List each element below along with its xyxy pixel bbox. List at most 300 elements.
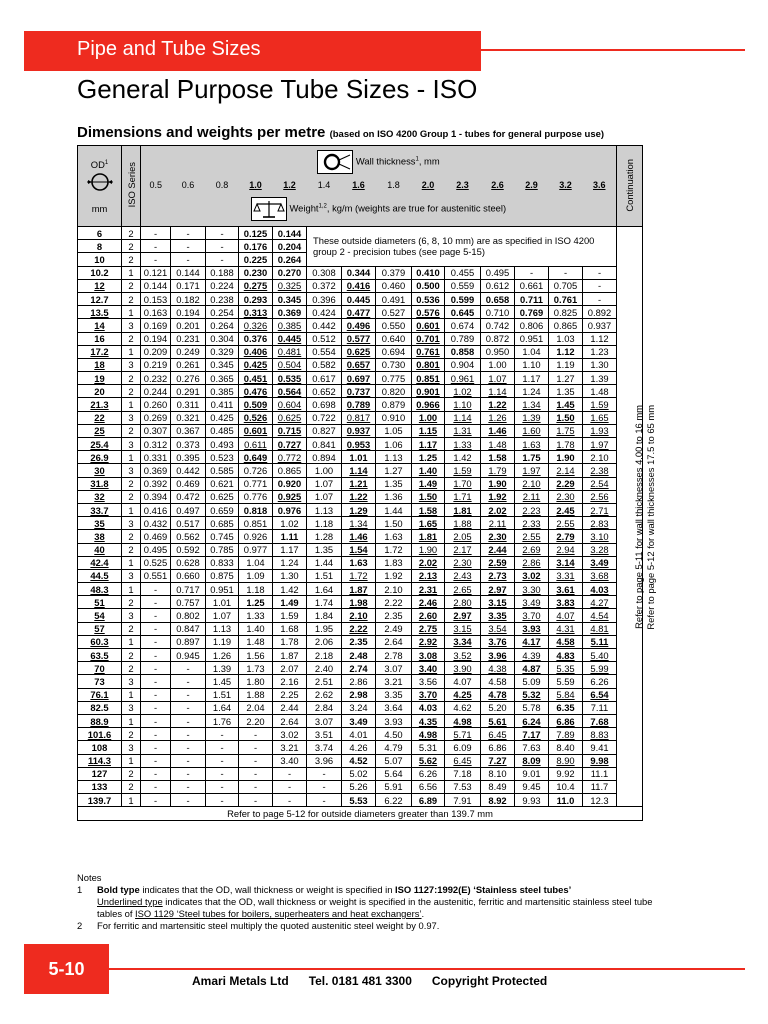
series-cell: 3 bbox=[122, 517, 141, 530]
value-cell: 3.21 bbox=[273, 741, 307, 754]
value-cell: 0.621 bbox=[206, 477, 239, 490]
value-cell: 0.481 bbox=[273, 345, 307, 358]
value-cell: 0.276 bbox=[171, 372, 206, 385]
value-cell: 0.517 bbox=[171, 517, 206, 530]
value-cell: 1.44 bbox=[376, 503, 412, 516]
value-cell: 0.125 bbox=[239, 227, 273, 240]
value-cell: 2.54 bbox=[583, 477, 617, 490]
value-cell: 1.27 bbox=[376, 464, 412, 477]
value-cell: 5.53 bbox=[342, 794, 376, 807]
value-cell: 3.70 bbox=[412, 688, 445, 701]
value-cell: 1.76 bbox=[206, 714, 239, 727]
series-cell: 1 bbox=[122, 345, 141, 358]
od-sup: 1 bbox=[104, 160, 109, 167]
value-cell: 2.30 bbox=[481, 530, 515, 543]
note-1-end: . bbox=[421, 908, 425, 919]
value-cell: 1.22 bbox=[342, 490, 376, 503]
value-cell: - bbox=[206, 741, 239, 754]
series-cell: 1 bbox=[122, 688, 141, 701]
value-cell: 3.68 bbox=[583, 569, 617, 582]
value-cell: 0.976 bbox=[273, 503, 307, 516]
page-title: General Purpose Tube Sizes - ISO bbox=[77, 74, 478, 104]
series-cell: 1 bbox=[122, 503, 141, 516]
value-cell: 1.71 bbox=[445, 490, 481, 503]
od-cell: 12 bbox=[78, 279, 122, 292]
note-1-number: 1 bbox=[77, 884, 83, 895]
value-cell: - bbox=[206, 240, 239, 253]
value-cell: 1.51 bbox=[206, 688, 239, 701]
value-cell: 1.46 bbox=[481, 424, 515, 437]
value-cell: 2.92 bbox=[412, 635, 445, 648]
value-cell: 0.640 bbox=[376, 332, 412, 345]
series-cell: 3 bbox=[122, 319, 141, 332]
od-cell: 127 bbox=[78, 767, 122, 780]
value-cell: 4.87 bbox=[515, 662, 549, 675]
series-cell: 1 bbox=[122, 306, 141, 319]
value-cell: 1.13 bbox=[307, 503, 342, 516]
value-cell: - bbox=[141, 767, 171, 780]
value-cell: 0.230 bbox=[239, 266, 273, 279]
value-cell: 1.49 bbox=[412, 477, 445, 490]
value-cell: 3.28 bbox=[583, 543, 617, 556]
series-cell: 2 bbox=[122, 596, 141, 609]
value-cell: 1.48 bbox=[481, 438, 515, 451]
value-cell: 1.28 bbox=[307, 530, 342, 543]
table-row bbox=[78, 464, 643, 477]
value-cell: 4.07 bbox=[445, 675, 481, 688]
value-cell: 1.59 bbox=[583, 398, 617, 411]
od-label: OD bbox=[90, 159, 105, 171]
value-cell: 0.950 bbox=[481, 345, 515, 358]
value-cell: 1.92 bbox=[376, 569, 412, 582]
value-cell: 6.54 bbox=[583, 688, 617, 701]
thickness-header: 0.8 bbox=[215, 179, 229, 190]
value-cell: 0.722 bbox=[307, 411, 342, 424]
value-cell: 0.910 bbox=[376, 411, 412, 424]
value-cell: 5.62 bbox=[412, 754, 445, 767]
value-cell: 0.331 bbox=[141, 451, 171, 464]
value-cell: 3.51 bbox=[307, 728, 342, 741]
value-cell: 7.53 bbox=[445, 780, 481, 793]
sub-title-note: (based on ISO 4200 Group 1 - tubes for general purpose use) bbox=[329, 129, 605, 140]
value-cell: 1.35 bbox=[376, 477, 412, 490]
value-cell: 0.445 bbox=[342, 292, 376, 305]
value-cell: 2.73 bbox=[481, 569, 515, 582]
value-cell: 1.27 bbox=[549, 372, 583, 385]
value-cell: 0.772 bbox=[273, 451, 307, 464]
value-cell: 1.31 bbox=[445, 424, 481, 437]
value-cell: 1.36 bbox=[376, 490, 412, 503]
value-cell: 1.51 bbox=[307, 569, 342, 582]
value-cell: 0.851 bbox=[412, 372, 445, 385]
value-cell: 0.411 bbox=[206, 398, 239, 411]
value-cell: 0.345 bbox=[273, 292, 307, 305]
od-cell: 6 bbox=[78, 227, 122, 240]
value-cell: 2.80 bbox=[445, 596, 481, 609]
value-cell: - bbox=[141, 622, 171, 635]
weight-label: Weight bbox=[289, 202, 319, 214]
value-cell: 2.48 bbox=[342, 649, 376, 662]
thickness-header: 1.4 bbox=[317, 179, 331, 190]
value-cell: 0.344 bbox=[342, 266, 376, 279]
side-refer-1: Refer to page 5-11 for wall thicknesses 4.00 to 16 mm bbox=[633, 405, 644, 629]
value-cell: 1.04 bbox=[239, 556, 273, 569]
weight-sup: 1,2 bbox=[318, 203, 327, 210]
notes-section bbox=[77, 872, 667, 932]
note-1-bold2: ISO 1127:1992(E) ‘Stainless steel tubes’ bbox=[395, 884, 572, 895]
value-cell: 0.445 bbox=[273, 332, 307, 345]
value-cell: 7.27 bbox=[481, 754, 515, 767]
value-cell: 0.326 bbox=[239, 319, 273, 332]
value-cell: 1.26 bbox=[481, 411, 515, 424]
table-row bbox=[78, 306, 643, 319]
od-cell: 63.5 bbox=[78, 649, 122, 662]
value-cell: 1.60 bbox=[515, 424, 549, 437]
value-cell: 2.38 bbox=[583, 464, 617, 477]
value-cell: 1.45 bbox=[206, 675, 239, 688]
value-cell: 1.03 bbox=[549, 332, 583, 345]
value-cell: 6.26 bbox=[412, 767, 445, 780]
value-cell: 0.771 bbox=[239, 477, 273, 490]
value-cell: 0.817 bbox=[342, 411, 376, 424]
value-cell: 0.500 bbox=[412, 279, 445, 292]
value-cell: - bbox=[307, 794, 342, 807]
value-cell: 2.06 bbox=[307, 635, 342, 648]
table-row bbox=[78, 451, 643, 464]
value-cell: - bbox=[273, 767, 307, 780]
value-cell: 1.50 bbox=[376, 517, 412, 530]
od-cell: 101.6 bbox=[78, 728, 122, 741]
value-cell: 1.33 bbox=[239, 609, 273, 622]
value-cell: 0.592 bbox=[171, 543, 206, 556]
table-row bbox=[78, 701, 643, 714]
value-cell: 2.11 bbox=[481, 517, 515, 530]
thickness-header: 2.3 bbox=[456, 179, 469, 190]
value-cell: - bbox=[141, 714, 171, 727]
value-cell: - bbox=[141, 635, 171, 648]
value-cell: 1.25 bbox=[412, 451, 445, 464]
table-row bbox=[78, 622, 643, 635]
value-cell: 2.05 bbox=[445, 530, 481, 543]
table-row bbox=[78, 266, 643, 279]
value-cell: 0.977 bbox=[239, 543, 273, 556]
value-cell: 2.02 bbox=[412, 556, 445, 569]
value-cell: 2.69 bbox=[515, 543, 549, 556]
series-cell: 2 bbox=[122, 227, 141, 240]
value-cell: 2.29 bbox=[549, 477, 583, 490]
value-cell: 0.249 bbox=[171, 345, 206, 358]
value-cell: 2.74 bbox=[342, 662, 376, 675]
value-cell: 4.07 bbox=[549, 609, 583, 622]
value-cell: 1.97 bbox=[583, 438, 617, 451]
value-cell: 3.61 bbox=[549, 583, 583, 596]
value-cell: 1.45 bbox=[549, 398, 583, 411]
value-cell: 0.396 bbox=[307, 292, 342, 305]
value-cell: - bbox=[141, 780, 171, 793]
mm-label: mm bbox=[91, 202, 108, 214]
table-row bbox=[78, 530, 643, 543]
value-cell: 1.78 bbox=[549, 438, 583, 451]
series-cell: 1 bbox=[122, 794, 141, 807]
value-cell: 0.625 bbox=[342, 345, 376, 358]
value-cell: 0.745 bbox=[206, 530, 239, 543]
value-cell: 0.806 bbox=[515, 319, 549, 332]
value-cell: 0.789 bbox=[445, 332, 481, 345]
value-cell: 7.17 bbox=[515, 728, 549, 741]
od-cell: 20 bbox=[78, 385, 122, 398]
value-cell: 0.406 bbox=[239, 345, 273, 358]
series-label: ISO Series bbox=[125, 162, 137, 208]
note-1 bbox=[77, 884, 667, 920]
value-cell: 0.525 bbox=[141, 556, 171, 569]
wall-label: Wall thickness bbox=[355, 155, 416, 167]
thickness-header: 0.5 bbox=[149, 179, 162, 190]
value-cell: 0.264 bbox=[273, 253, 307, 266]
value-cell: 3.15 bbox=[445, 622, 481, 635]
value-cell: 0.121 bbox=[141, 266, 171, 279]
value-cell: - bbox=[206, 754, 239, 767]
value-cell: 5.11 bbox=[583, 635, 617, 648]
value-cell: 4.39 bbox=[515, 649, 549, 662]
od-cell: 10.2 bbox=[78, 266, 122, 279]
table-row bbox=[78, 780, 643, 793]
value-cell: 0.562 bbox=[171, 530, 206, 543]
value-cell: 8.83 bbox=[583, 728, 617, 741]
value-cell: 3.49 bbox=[342, 714, 376, 727]
value-cell: 4.52 bbox=[342, 754, 376, 767]
value-cell: 9.41 bbox=[583, 741, 617, 754]
tube-size-table bbox=[77, 145, 643, 821]
series-cell: 2 bbox=[122, 372, 141, 385]
value-cell: 0.802 bbox=[171, 609, 206, 622]
value-cell: 0.776 bbox=[239, 490, 273, 503]
value-cell: 7.91 bbox=[445, 794, 481, 807]
table-row bbox=[78, 583, 643, 596]
value-cell: 3.24 bbox=[342, 701, 376, 714]
value-cell: 1.93 bbox=[583, 424, 617, 437]
series-cell: 3 bbox=[122, 675, 141, 688]
value-cell: - bbox=[171, 701, 206, 714]
value-cell: 0.920 bbox=[273, 477, 307, 490]
series-cell: 2 bbox=[122, 728, 141, 741]
table-row bbox=[78, 688, 643, 701]
od-cell: 44.5 bbox=[78, 569, 122, 582]
value-cell: 1.33 bbox=[445, 438, 481, 451]
table-row bbox=[78, 649, 643, 662]
series-cell: 2 bbox=[122, 767, 141, 780]
value-cell: 1.18 bbox=[239, 583, 273, 596]
series-header-cell bbox=[122, 146, 141, 227]
value-cell: 9.92 bbox=[549, 767, 583, 780]
od-cell: 51 bbox=[78, 596, 122, 609]
value-cell: 0.604 bbox=[273, 398, 307, 411]
value-cell: 2.04 bbox=[239, 701, 273, 714]
value-cell: 3.49 bbox=[515, 596, 549, 609]
value-cell: 1.87 bbox=[342, 583, 376, 596]
value-cell: 0.785 bbox=[206, 543, 239, 556]
value-cell: 4.98 bbox=[445, 714, 481, 727]
series-cell: 2 bbox=[122, 543, 141, 556]
value-cell: 1.10 bbox=[515, 358, 549, 371]
value-cell: 2.25 bbox=[273, 688, 307, 701]
value-cell: 5.61 bbox=[481, 714, 515, 727]
value-cell: 2.71 bbox=[583, 503, 617, 516]
od-cell: 108 bbox=[78, 741, 122, 754]
value-cell: 1.07 bbox=[206, 609, 239, 622]
value-cell: - bbox=[171, 227, 206, 240]
value-cell: 1.04 bbox=[515, 345, 549, 358]
value-cell: 3.07 bbox=[376, 662, 412, 675]
value-cell: 0.321 bbox=[171, 411, 206, 424]
sub-title-main: Dimensions and weights per metre bbox=[77, 124, 326, 141]
value-cell: 1.14 bbox=[445, 411, 481, 424]
value-cell: 0.892 bbox=[583, 306, 617, 319]
notes-title: Notes bbox=[77, 872, 102, 883]
value-cell: 2.62 bbox=[307, 688, 342, 701]
value-cell: 0.649 bbox=[239, 451, 273, 464]
od-cell: 60.3 bbox=[78, 635, 122, 648]
value-cell: 1.18 bbox=[307, 517, 342, 530]
value-cell: 0.925 bbox=[273, 490, 307, 503]
value-cell: 0.585 bbox=[206, 464, 239, 477]
thickness-header: 3.2 bbox=[559, 179, 572, 190]
value-cell: 2.44 bbox=[273, 701, 307, 714]
value-cell: 0.497 bbox=[171, 503, 206, 516]
value-cell: 1.90 bbox=[481, 477, 515, 490]
value-cell: 2.78 bbox=[376, 649, 412, 662]
series-cell: 2 bbox=[122, 424, 141, 437]
value-cell: - bbox=[239, 741, 273, 754]
od-header-cell bbox=[78, 146, 122, 227]
value-cell: 4.83 bbox=[549, 649, 583, 662]
value-cell: - bbox=[239, 794, 273, 807]
series-cell: 2 bbox=[122, 780, 141, 793]
value-cell: 0.737 bbox=[342, 385, 376, 398]
value-cell: - bbox=[549, 266, 583, 279]
od-cell: 57 bbox=[78, 622, 122, 635]
value-cell: 1.80 bbox=[239, 675, 273, 688]
table-row bbox=[78, 569, 643, 582]
value-cell: - bbox=[141, 609, 171, 622]
table-row bbox=[78, 385, 643, 398]
value-cell: - bbox=[273, 794, 307, 807]
od-cell: 26.9 bbox=[78, 451, 122, 464]
value-cell: 3.90 bbox=[445, 662, 481, 675]
value-cell: 3.52 bbox=[445, 649, 481, 662]
value-cell: 1.72 bbox=[376, 543, 412, 556]
value-cell: 2.11 bbox=[515, 490, 549, 503]
table-row bbox=[78, 345, 643, 358]
thickness-header: 2.9 bbox=[525, 179, 538, 190]
value-cell: 6.56 bbox=[412, 780, 445, 793]
table-row bbox=[78, 794, 643, 807]
value-cell: - bbox=[171, 662, 206, 675]
value-cell: 6.35 bbox=[549, 701, 583, 714]
value-cell: 2.59 bbox=[481, 556, 515, 569]
note-1-bold: Bold type bbox=[97, 884, 140, 895]
value-cell: 0.410 bbox=[412, 266, 445, 279]
value-cell: 2.46 bbox=[412, 596, 445, 609]
value-cell: 0.685 bbox=[206, 517, 239, 530]
value-cell: 7.18 bbox=[445, 767, 481, 780]
value-cell: 1.65 bbox=[412, 517, 445, 530]
value-cell: 6.09 bbox=[445, 741, 481, 754]
value-cell: - bbox=[206, 780, 239, 793]
value-cell: 1.11 bbox=[273, 530, 307, 543]
table-row bbox=[78, 438, 643, 451]
value-cell: 0.559 bbox=[445, 279, 481, 292]
value-cell: 1.19 bbox=[206, 635, 239, 648]
value-cell: 1.01 bbox=[206, 596, 239, 609]
value-cell: 0.894 bbox=[307, 451, 342, 464]
value-cell: 9.45 bbox=[515, 780, 549, 793]
value-cell: 4.17 bbox=[515, 635, 549, 648]
refer-row bbox=[78, 807, 643, 821]
value-cell: 3.40 bbox=[412, 662, 445, 675]
value-cell: 5.78 bbox=[515, 701, 549, 714]
value-cell: 1.00 bbox=[412, 411, 445, 424]
value-cell: 0.169 bbox=[141, 319, 171, 332]
value-cell: 9.93 bbox=[515, 794, 549, 807]
value-cell: 1.79 bbox=[481, 464, 515, 477]
value-cell: - bbox=[171, 728, 206, 741]
value-cell: 3.15 bbox=[481, 596, 515, 609]
value-cell: 0.904 bbox=[445, 358, 481, 371]
value-cell: 0.469 bbox=[141, 530, 171, 543]
value-cell: 1.98 bbox=[342, 596, 376, 609]
value-cell: 1.97 bbox=[515, 464, 549, 477]
value-cell: 1.14 bbox=[481, 385, 515, 398]
value-cell: 0.369 bbox=[273, 306, 307, 319]
value-cell: 3.40 bbox=[273, 754, 307, 767]
value-cell: 1.42 bbox=[273, 583, 307, 596]
series-cell: 2 bbox=[122, 649, 141, 662]
value-cell: 1.13 bbox=[376, 451, 412, 464]
value-cell: 0.144 bbox=[141, 279, 171, 292]
value-cell: 0.951 bbox=[206, 583, 239, 596]
value-cell: 2.16 bbox=[273, 675, 307, 688]
value-cell: 0.224 bbox=[206, 279, 239, 292]
table-row bbox=[78, 372, 643, 385]
od-cell: 73 bbox=[78, 675, 122, 688]
value-cell: 0.966 bbox=[412, 398, 445, 411]
value-cell: 1.19 bbox=[549, 358, 583, 371]
value-cell: 3.96 bbox=[481, 649, 515, 662]
value-cell: 2.64 bbox=[273, 714, 307, 727]
table-row bbox=[78, 556, 643, 569]
value-cell: 2.10 bbox=[583, 451, 617, 464]
value-cell: 1.59 bbox=[445, 464, 481, 477]
thickness-header: 1.2 bbox=[283, 179, 296, 190]
value-cell: 0.425 bbox=[206, 411, 239, 424]
value-cell: 0.325 bbox=[273, 279, 307, 292]
value-cell: 0.275 bbox=[239, 279, 273, 292]
value-cell: 4.35 bbox=[412, 714, 445, 727]
value-cell: 4.62 bbox=[445, 701, 481, 714]
note-1-text2: indicates that the OD, wall thickness or weight is specified in the austenitic, ferritic and martensitic stainless steel tube tables of bbox=[97, 896, 653, 919]
value-cell: 0.432 bbox=[141, 517, 171, 530]
value-cell: 0.833 bbox=[206, 556, 239, 569]
series-cell: 2 bbox=[122, 530, 141, 543]
value-cell: - bbox=[141, 701, 171, 714]
value-cell: 0.312 bbox=[141, 438, 171, 451]
value-cell: 0.727 bbox=[273, 438, 307, 451]
value-cell: 1.64 bbox=[206, 701, 239, 714]
value-cell: 4.26 bbox=[342, 741, 376, 754]
weight-header-cell bbox=[141, 192, 617, 227]
value-cell: 1.90 bbox=[412, 543, 445, 556]
note-2-number: 2 bbox=[77, 920, 83, 931]
